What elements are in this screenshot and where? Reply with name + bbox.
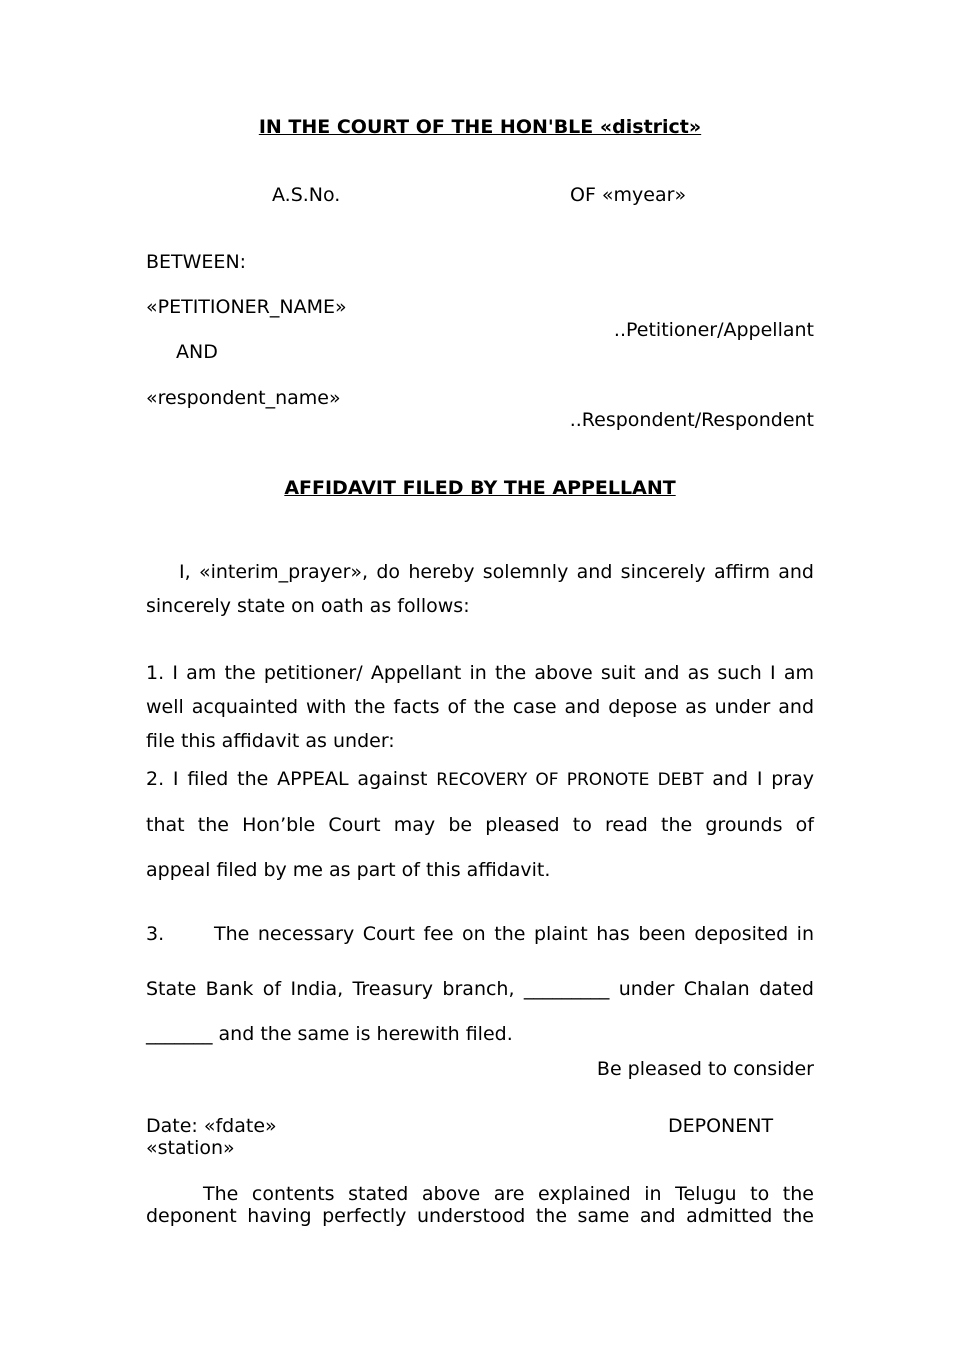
paragraph-line: The necessary Court fee on the plaint has been deposited in xyxy=(214,923,814,945)
paragraph-2 xyxy=(146,768,814,893)
intro-line: I, «interim_prayer», do hereby solemnly and sincerely affirm and xyxy=(179,561,814,583)
date-line: Date: «fdate» xyxy=(146,1115,277,1137)
and-label: AND xyxy=(176,341,218,363)
court-heading: IN THE COURT OF THE HON'BLE «district» xyxy=(258,116,702,138)
paragraph-line: The contents stated above are explained in Telugu to the xyxy=(203,1183,814,1205)
paragraph-3-first-line xyxy=(214,923,814,946)
paragraph-3-number: 3. xyxy=(146,923,165,945)
paragraph-line: _______ and the same is herewith filed. xyxy=(146,1023,513,1045)
paragraph-line: deponent having perfectly understood the same and admitted the xyxy=(146,1205,814,1227)
paragraph-text: 2. I filed the APPEAL against xyxy=(146,768,428,790)
petitioner-role: ..Petitioner/Appellant xyxy=(613,319,814,341)
station: «station» xyxy=(146,1137,235,1159)
paragraph-3 xyxy=(146,967,814,1057)
paragraph-line: well acquainted with the facts of the case and depose as under and xyxy=(146,696,814,718)
paragraph-text: and I pray xyxy=(712,768,814,790)
deponent-label: DEPONENT xyxy=(668,1115,774,1137)
case-number-label: A.S.No. xyxy=(272,184,341,206)
closing-line: Be pleased to consider xyxy=(596,1058,814,1080)
respondent-role: ..Respondent/Respondent xyxy=(569,409,814,431)
between-label: BETWEEN: xyxy=(146,251,247,273)
paragraph-line: file this affidavit as under: xyxy=(146,730,395,752)
petitioner-name: «PETITIONER_NAME» xyxy=(146,296,347,318)
explanation-paragraph xyxy=(146,1183,814,1227)
paragraph-line: State Bank of India, Treasury branch, _________ under Chalan dated xyxy=(146,978,814,1000)
paragraph-line: appeal filed by me as part of this affidavit. xyxy=(146,859,551,881)
case-year: OF «myear» xyxy=(570,184,687,206)
paragraph-line: 1. I am the petitioner/ Appellant in the above suit and as such I am xyxy=(146,662,814,684)
debt-type: RECOVERY OF PRONOTE DEBT xyxy=(436,770,704,790)
paragraph-1 xyxy=(146,656,814,758)
respondent-name: «respondent_name» xyxy=(146,387,341,409)
affidavit-heading: AFFIDAVIT FILED BY THE APPELLANT xyxy=(284,477,676,499)
intro-line: sincerely state on oath as follows: xyxy=(146,595,470,617)
paragraph-line xyxy=(146,768,814,792)
intro-paragraph xyxy=(146,555,814,623)
paragraph-line: that the Hon’ble Court may be pleased to read the grounds of xyxy=(146,814,814,836)
